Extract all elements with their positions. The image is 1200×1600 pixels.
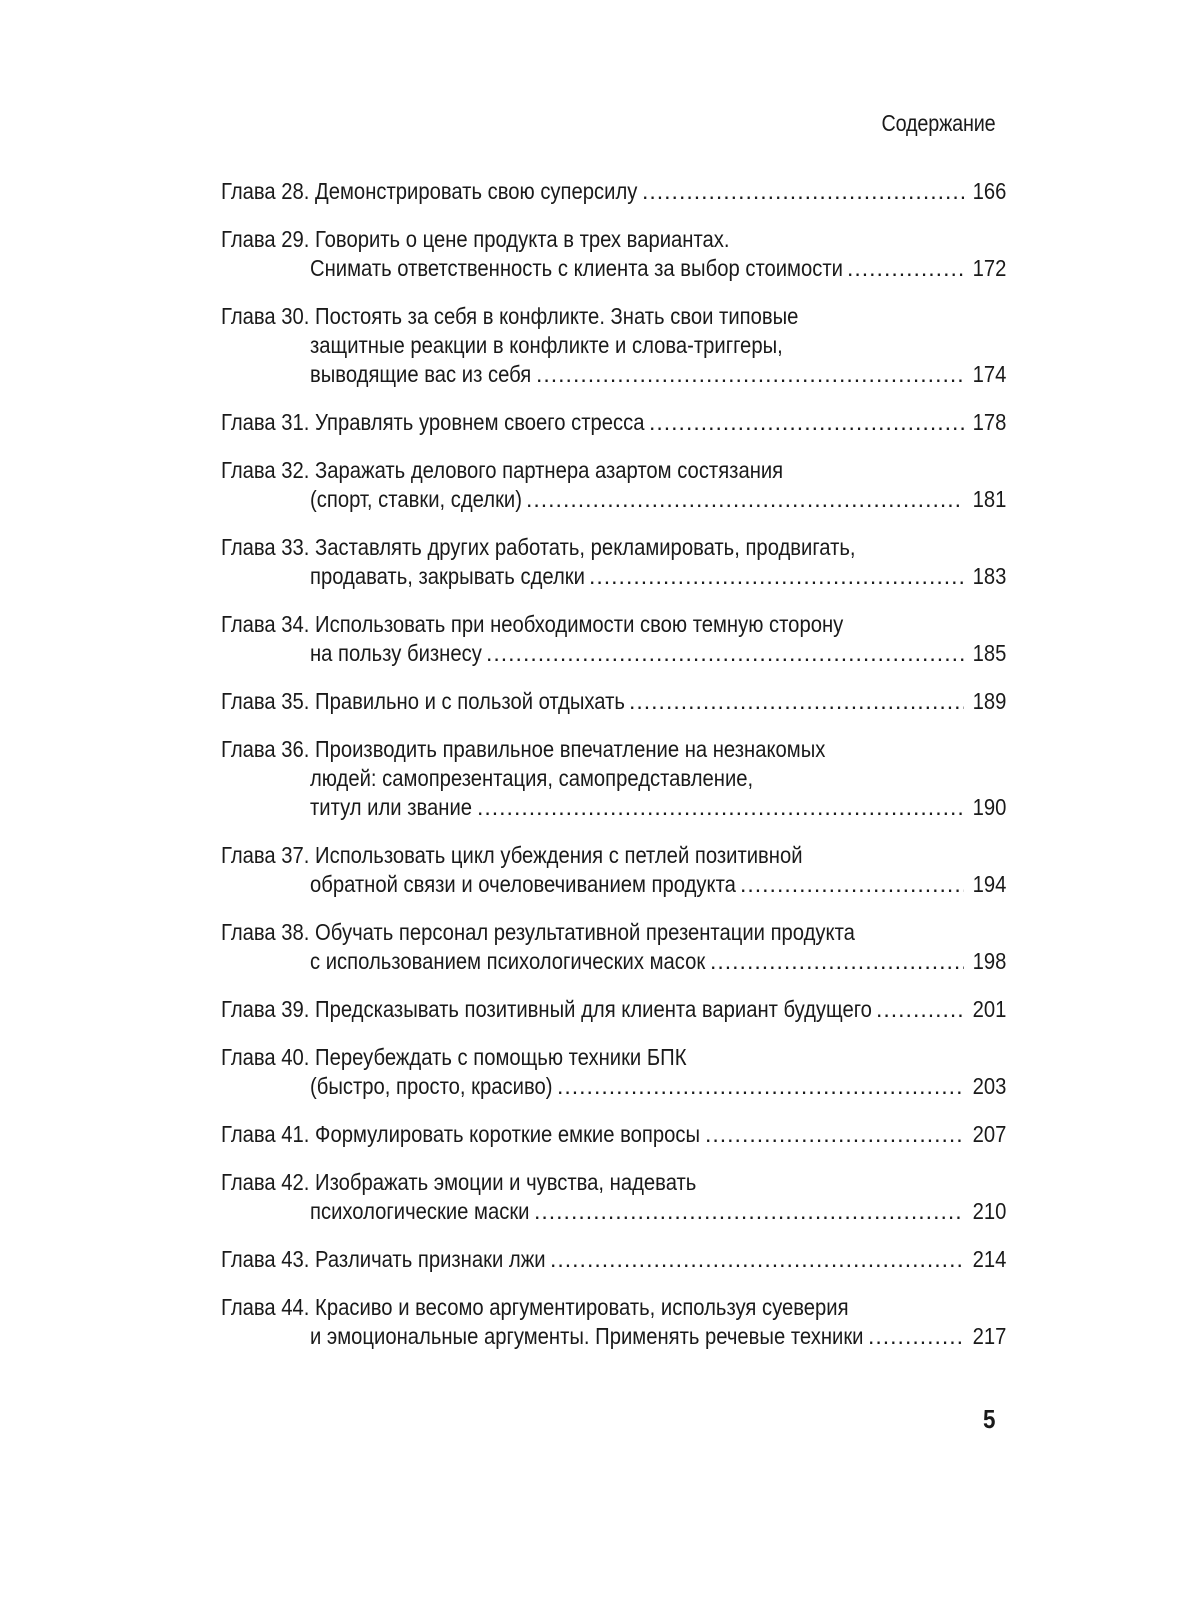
dot-leader xyxy=(642,177,964,206)
toc-entry-title: (спорт, ставки, сделки) xyxy=(310,486,522,512)
toc-entry-page: 185 xyxy=(972,640,1006,666)
toc-entry-last-line xyxy=(221,1322,1006,1351)
toc-entry-title: Глава 32. Заражать делового партнера азартом состязания xyxy=(221,457,784,483)
toc-entry-title: Глава 34. Использовать при необходимости свою темную сторону xyxy=(221,611,844,637)
toc-entry-last-line xyxy=(221,639,1006,668)
toc-entry xyxy=(221,1043,1006,1101)
toc-entry-page: 183 xyxy=(972,563,1006,589)
toc-entry xyxy=(221,1293,1006,1351)
toc-entry-title: выводящие вас из себя xyxy=(310,361,532,387)
toc-entry-title: Глава 31. Управлять уровнем своего стресса xyxy=(221,409,645,435)
toc-entry-last-line xyxy=(221,870,1006,899)
toc-entry-line xyxy=(221,841,1006,870)
dot-leader xyxy=(550,1245,964,1274)
toc-entry-line xyxy=(221,735,1006,764)
toc-entry xyxy=(221,995,1006,1024)
dot-leader xyxy=(589,562,964,591)
toc-entry-title: на пользу бизнесу xyxy=(310,640,482,666)
dot-leader xyxy=(705,1120,964,1149)
toc-entry xyxy=(221,225,1006,283)
dot-leader xyxy=(629,687,964,716)
toc-entry-last-line xyxy=(221,793,1006,822)
toc-entry-title: Глава 41. Формулировать короткие емкие вопросы xyxy=(221,1121,701,1147)
toc-entry-title: Глава 28. Демонстрировать свою суперсилу xyxy=(221,178,638,204)
toc-entry-line xyxy=(221,225,1006,254)
toc-entry-title: обратной связи и очеловечиванием продукта xyxy=(310,871,736,897)
toc-entry-page: 190 xyxy=(972,794,1006,820)
toc-entry-page: 217 xyxy=(972,1323,1006,1349)
toc-entry-title: Глава 29. Говорить о цене продукта в трех вариантах. xyxy=(221,226,730,252)
page-number: 5 xyxy=(982,1404,995,1434)
toc-entry-title: Снимать ответственность с клиента за выбор стоимости xyxy=(310,255,843,281)
toc-entry-last-line xyxy=(221,177,1006,206)
toc-entry-title: Глава 42. Изображать эмоции и чувства, надевать xyxy=(221,1169,697,1195)
toc-entry-title: Глава 44. Красиво и весомо аргументировать, используя суеверия xyxy=(221,1294,849,1320)
toc-entry-page: 166 xyxy=(972,178,1006,204)
toc-entry xyxy=(221,687,1006,716)
toc-entry xyxy=(221,177,1006,206)
toc-entry xyxy=(221,1120,1006,1149)
toc-entry-last-line xyxy=(221,485,1006,514)
toc-entry-line xyxy=(221,610,1006,639)
toc-entry-last-line xyxy=(221,947,1006,976)
toc-entry-line xyxy=(221,331,1006,360)
dot-leader xyxy=(847,254,964,283)
toc-entry-title: Глава 36. Производить правильное впечатление на незнакомых xyxy=(221,736,826,762)
toc-entry-last-line xyxy=(221,1072,1006,1101)
table-of-contents xyxy=(221,177,1006,1370)
toc-entry-page: 178 xyxy=(972,409,1006,435)
dot-leader xyxy=(649,408,964,437)
toc-entry-title: с использованием психологических масок xyxy=(310,948,706,974)
toc-entry-title: Глава 39. Предсказывать позитивный для клиента вариант будущего xyxy=(221,996,872,1022)
toc-entry-title: Глава 30. Постоять за себя в конфликте. Знать свои типовые xyxy=(221,303,799,329)
dot-leader xyxy=(534,1197,964,1226)
toc-entry-title: Глава 40. Переубеждать с помощью техники БПК xyxy=(221,1044,687,1070)
toc-entry-last-line xyxy=(221,1197,1006,1226)
toc-entry xyxy=(221,533,1006,591)
toc-entry-last-line xyxy=(221,1245,1006,1274)
toc-entry-last-line xyxy=(221,360,1006,389)
toc-entry-last-line xyxy=(221,254,1006,283)
toc-entry-line xyxy=(221,456,1006,485)
toc-entry-page: 172 xyxy=(972,255,1006,281)
toc-entry xyxy=(221,408,1006,437)
toc-entry-line xyxy=(221,1043,1006,1072)
toc-entry-last-line xyxy=(221,995,1006,1024)
toc-entry-line xyxy=(221,1293,1006,1322)
toc-entry-page: 194 xyxy=(972,871,1006,897)
toc-entry-page: 174 xyxy=(972,361,1006,387)
toc-entry-page: 198 xyxy=(972,948,1006,974)
toc-entry-title: и эмоциональные аргументы. Применять речевые техники xyxy=(310,1323,864,1349)
toc-entry-last-line xyxy=(221,408,1006,437)
toc-entry-line xyxy=(221,302,1006,331)
toc-entry-title: Глава 35. Правильно и с пользой отдыхать xyxy=(221,688,625,714)
toc-entry-title: Глава 37. Использовать цикл убеждения с петлей позитивной xyxy=(221,842,803,868)
toc-entry-line xyxy=(221,1168,1006,1197)
toc-entry-page: 189 xyxy=(972,688,1006,714)
dot-leader xyxy=(868,1322,964,1351)
running-header: Содержание xyxy=(881,110,995,136)
toc-entry-title: Глава 43. Различать признаки лжи xyxy=(221,1246,546,1272)
toc-entry-line xyxy=(221,533,1006,562)
toc-entry-last-line xyxy=(221,687,1006,716)
toc-entry-title: психологические маски xyxy=(310,1198,530,1224)
toc-entry xyxy=(221,1168,1006,1226)
toc-entry-page: 207 xyxy=(972,1121,1006,1147)
toc-entry-page: 210 xyxy=(972,1198,1006,1224)
toc-entry xyxy=(221,302,1006,389)
toc-entry-title: Глава 38. Обучать персонал результативной презентации продукта xyxy=(221,919,855,945)
toc-entry-page: 181 xyxy=(972,486,1006,512)
toc-entry xyxy=(221,918,1006,976)
toc-entry-last-line xyxy=(221,562,1006,591)
dot-leader xyxy=(486,639,964,668)
toc-entry-line xyxy=(221,764,1006,793)
toc-entry-page: 203 xyxy=(972,1073,1006,1099)
dot-leader xyxy=(710,947,964,976)
toc-entry-page: 201 xyxy=(972,996,1006,1022)
toc-entry-last-line xyxy=(221,1120,1006,1149)
toc-entry xyxy=(221,735,1006,822)
toc-entry xyxy=(221,456,1006,514)
toc-entry-line xyxy=(221,918,1006,947)
dot-leader xyxy=(526,485,964,514)
toc-entry-title: (быстро, просто, красиво) xyxy=(310,1073,553,1099)
toc-entry-page: 214 xyxy=(972,1246,1006,1272)
toc-entry-title: Глава 33. Заставлять других работать, рекламировать, продвигать, xyxy=(221,534,856,560)
toc-entry-title: продавать, закрывать сделки xyxy=(310,563,585,589)
toc-entry xyxy=(221,1245,1006,1274)
toc-entry xyxy=(221,610,1006,668)
dot-leader xyxy=(477,793,964,822)
toc-entry xyxy=(221,841,1006,899)
toc-entry-title: защитные реакции в конфликте и слова-триггеры, xyxy=(310,332,783,358)
toc-entry-title: людей: самопрезентация, самопредставление, xyxy=(310,765,754,791)
dot-leader xyxy=(876,995,964,1024)
toc-entry-title: титул или звание xyxy=(310,794,473,820)
dot-leader xyxy=(740,870,964,899)
dot-leader xyxy=(557,1072,964,1101)
dot-leader xyxy=(536,360,964,389)
